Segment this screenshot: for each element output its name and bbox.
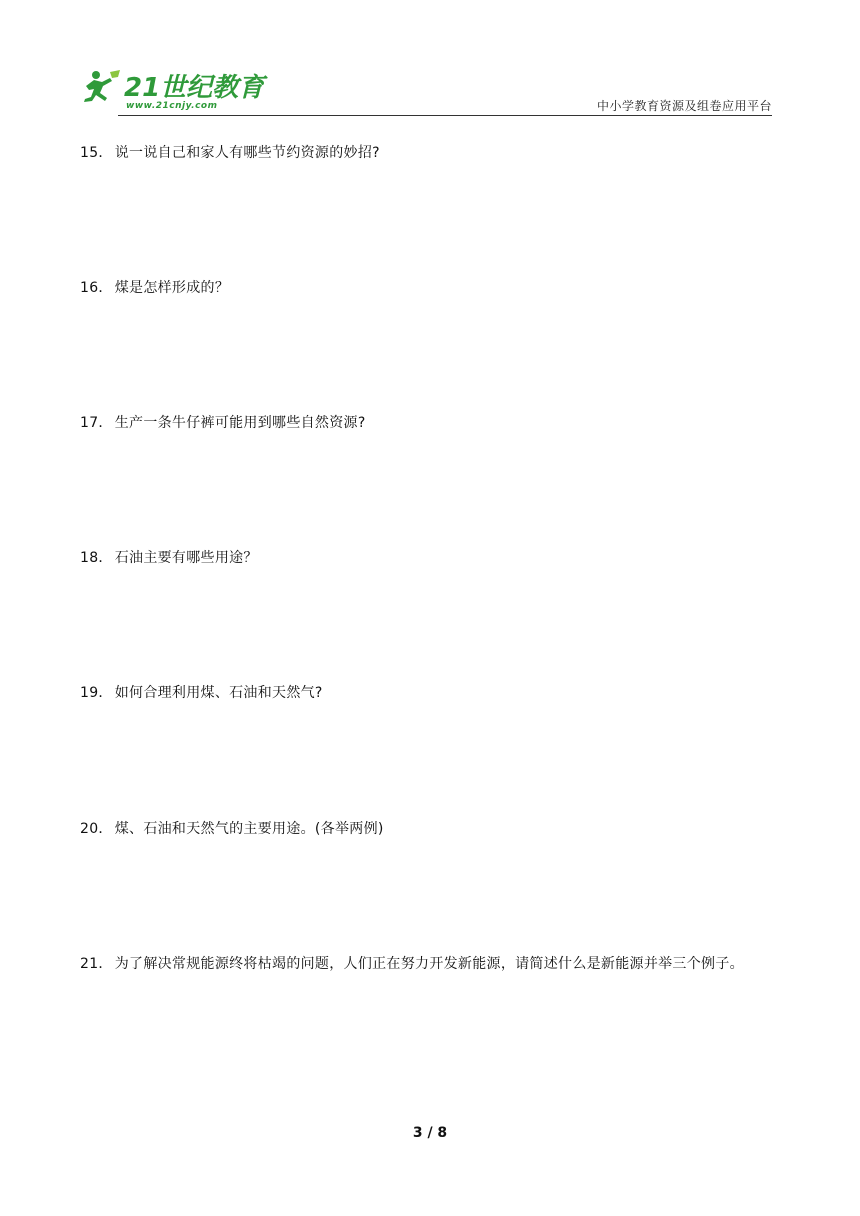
header-divider [118, 115, 772, 116]
question-number: 15． [80, 145, 113, 161]
question-20 [80, 817, 384, 841]
question-number: 18． [80, 550, 113, 566]
question-text: 煤是怎样形成的？ [114, 280, 230, 296]
logo-text: 21世纪教育 [124, 73, 265, 103]
question-18 [80, 546, 258, 570]
question-text: 生产一条牛仔裤可能用到哪些自然资源? [114, 415, 366, 431]
page-number: 3 / 8 [412, 1125, 448, 1141]
runner-logo-icon [80, 68, 124, 108]
logo-url: www.21cnjy.com [126, 101, 218, 111]
platform-name: 中小学教育资源及组卷应用平台 [596, 99, 772, 113]
question-21 [80, 945, 780, 983]
question-number: 20． [80, 821, 113, 837]
question-19 [80, 681, 323, 705]
question-number: 16． [80, 280, 113, 296]
question-number: 17． [80, 415, 113, 431]
question-number: 19． [80, 685, 113, 701]
question-number: 21． [80, 956, 113, 972]
question-text: 煤、石油和天然气的主要用途。(各举两例) [114, 821, 384, 837]
question-text: 为了解决常规能源终将枯竭的问题，人们正在努力开发新能源，请简述什么是新能源并举三个例子。 [114, 956, 744, 972]
question-17 [80, 411, 366, 435]
page-header [80, 66, 772, 116]
question-text: 石油主要有哪些用途？ [114, 550, 258, 566]
question-text: 如何合理利用煤、石油和天然气? [114, 685, 323, 701]
logo [80, 66, 265, 112]
question-text: 说一说自己和家人有哪些节约资源的妙招? [114, 145, 380, 161]
question-15 [80, 141, 380, 165]
question-16 [80, 276, 229, 300]
